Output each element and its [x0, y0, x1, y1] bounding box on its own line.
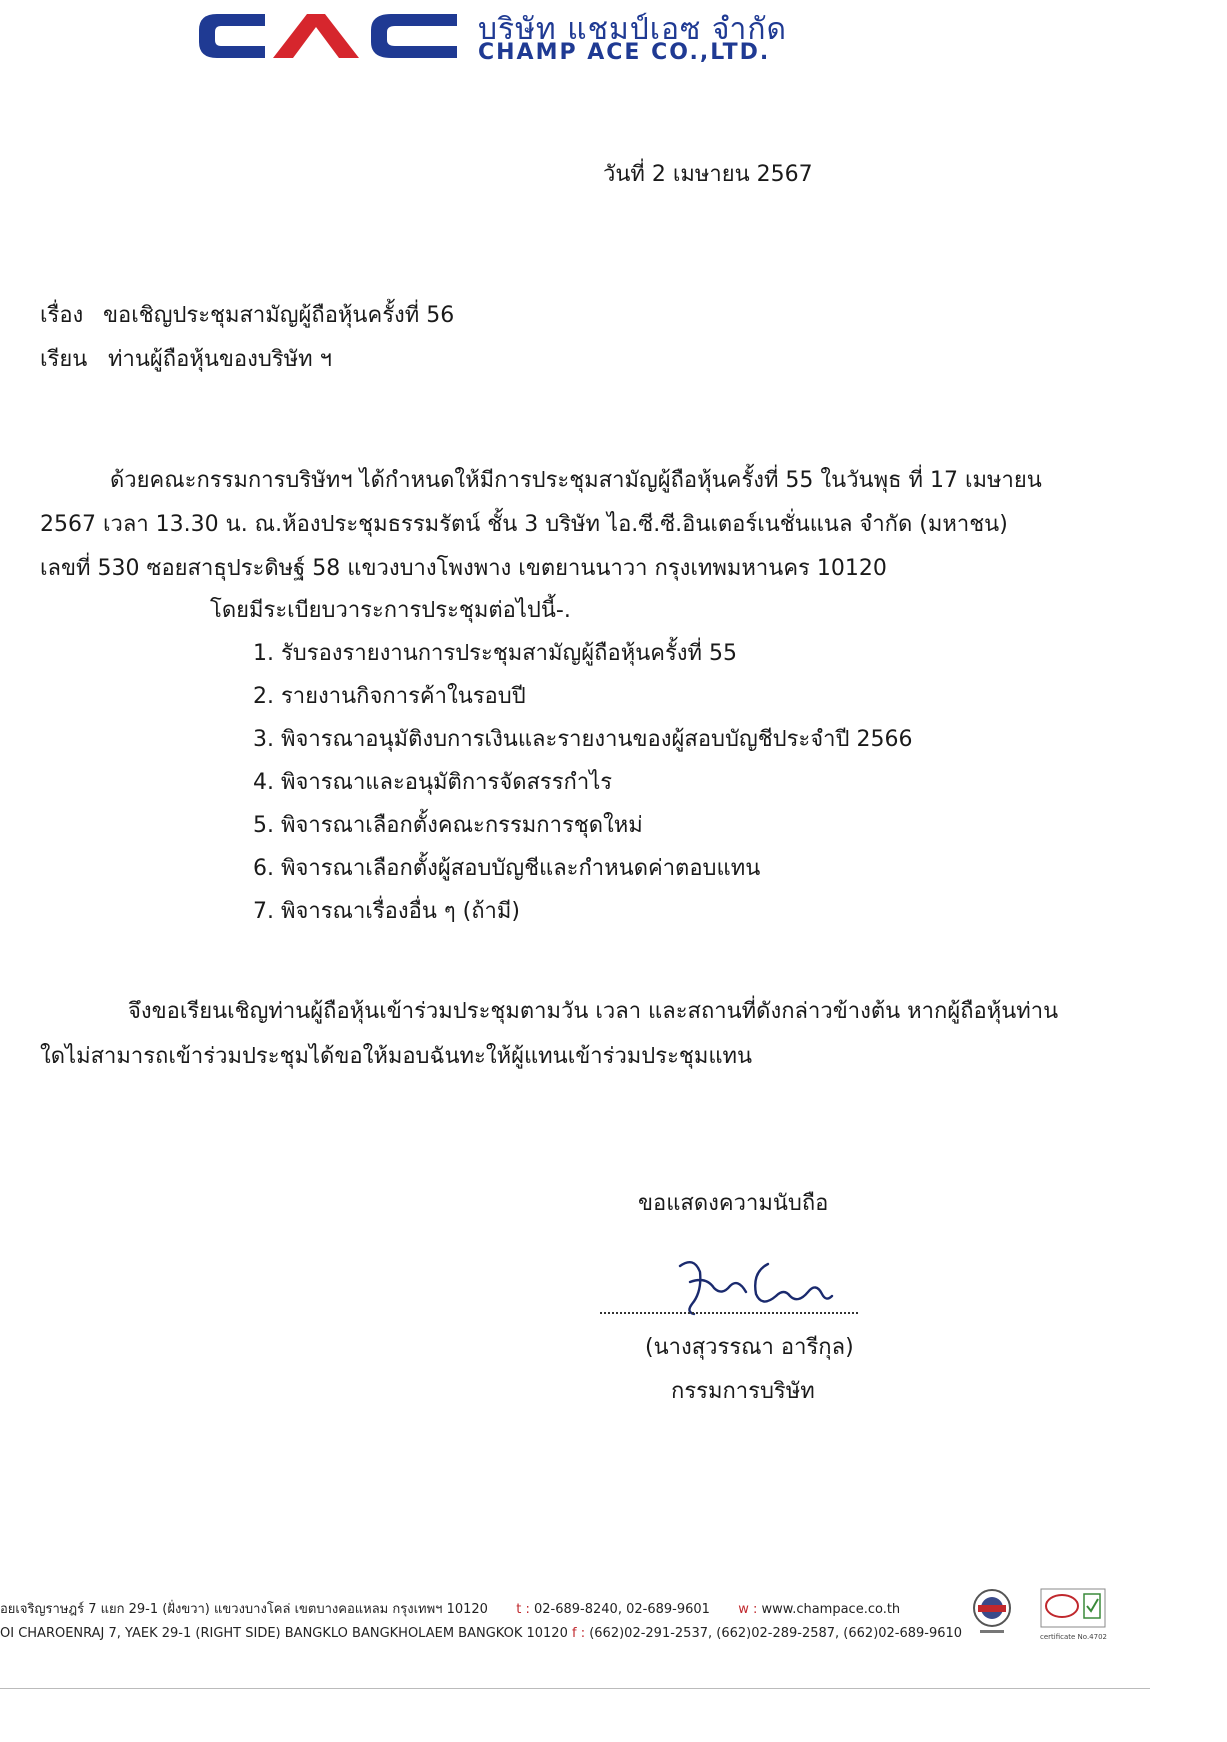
- regards: ขอแสดงความนับถือ: [638, 1191, 829, 1216]
- urs-certification-icon: [1040, 1588, 1106, 1628]
- body-line-1: ด้วยคณะกรรมการบริษัทฯ ได้กำหนดให้มีการประชุมสามัญผู้ถือหุ้นครั้งที่ 55 ในวันพุธ ที่ 17 เมษายน: [110, 468, 1042, 493]
- signature-line: [600, 1312, 858, 1314]
- agenda-item: 6. พิจารณาเลือกตั้งผู้สอบบัญชีและกำหนดค่าตอบแทน: [253, 856, 761, 881]
- letter-date: วันที่ 2 เมษายน 2567: [603, 162, 813, 187]
- agenda-item: 4. พิจารณาและอนุมัติการจัดสรรกำไร: [253, 770, 613, 795]
- agenda-list: [253, 640, 912, 941]
- agenda-item: 2. รายงานกิจการค้าในรอบปี: [253, 684, 526, 709]
- footer-address-english: OI CHAROENRAJ 7, YAEK 29-1 (RIGHT SIDE) BANGKLO BANGKHOLAEM BANGKOK 10120: [0, 1626, 568, 1641]
- closing-line-1: จึงขอเรียนเชิญท่านผู้ถือหุ้นเข้าร่วมประชุมตามวัน เวลา และสถานที่ดังกล่าวข้างต้น หากผู้ถือหุ้นท่าน: [128, 999, 1059, 1024]
- company-name-english: CHAMP ACE CO.,LTD.: [478, 40, 771, 65]
- footer-web-label: w :: [738, 1602, 758, 1617]
- subject-text: ขอเชิญประชุมสามัญผู้ถือหุ้นครั้งที่ 56: [103, 303, 455, 328]
- body-line-3: เลขที่ 530 ซอยสาธุประดิษฐ์ 58 แขวงบางโพงพาง เขตยานนาวา กรุงเทพมหานคร 10120: [40, 556, 887, 581]
- footer-website: www.champace.co.th: [761, 1602, 901, 1617]
- footer-fax-label: f :: [571, 1626, 586, 1641]
- agenda-item: 3. พิจารณาอนุมัติงบการเงินและรายงานของผู้สอบบัญชีประจำปี 2566: [253, 727, 913, 752]
- footer-tel: 02-689-8240, 02-689-9601: [534, 1602, 710, 1617]
- recipient-text: ท่านผู้ถือหุ้นของบริษัท ฯ: [108, 347, 332, 372]
- certificate-number: certificate No.4702: [1040, 1633, 1107, 1641]
- agenda-item: 7. พิจารณาเรื่องอื่น ๆ (ถ้ามี): [253, 899, 520, 924]
- footer-tel-label: t :: [516, 1602, 530, 1617]
- agenda-intro: โดยมีระเบียบวาระการประชุมต่อไปนี้-.: [210, 598, 571, 623]
- signer-name: (นางสุวรรณา อารีกุล): [645, 1335, 854, 1360]
- closing-line-2: ใดไม่สามารถเข้าร่วมประชุมได้ขอให้มอบฉันทะให้ผู้แทนเข้าร่วมประชุมแทน: [40, 1044, 753, 1069]
- recipient-label: เรียน: [40, 347, 88, 372]
- footer-fax: (662)02-291-2537, (662)02-289-2587, (662)02-689-9610: [589, 1626, 963, 1641]
- footer-address-thai: อยเจริญราษฎร์ 7 แยก 29-1 (ฝั่งขวา) แขวงบางโคล่ เขตบางคอแหลม กรุงเทพฯ 10120: [0, 1602, 488, 1617]
- urs-certification-badge: [1040, 1588, 1106, 1640]
- company-name-thai: บริษัท แชมป์เอซ จำกัด: [478, 12, 787, 47]
- signer-title: กรรมการบริษัท: [671, 1379, 815, 1404]
- agenda-item: 5. พิจารณาเลือกตั้งคณะกรรมการชุดใหม่: [253, 813, 643, 838]
- wrap-certification-seal-icon: [970, 1588, 1014, 1636]
- subject-label: เรื่อง: [40, 303, 84, 328]
- agenda-item: 1. รับรองรายงานการประชุมสามัญผู้ถือหุ้นครั้งที่ 55: [253, 641, 738, 666]
- footer-divider: [0, 1688, 1150, 1689]
- body-line-2: 2567 เวลา 13.30 น. ณ.ห้องประชุมธรรมรัตน์ ชั้น 3 บริษัท ไอ.ซี.ซี.อินเตอร์เนชั่นแนล จำกัด (มหาชน): [40, 512, 1008, 537]
- company-logo: [195, 10, 460, 62]
